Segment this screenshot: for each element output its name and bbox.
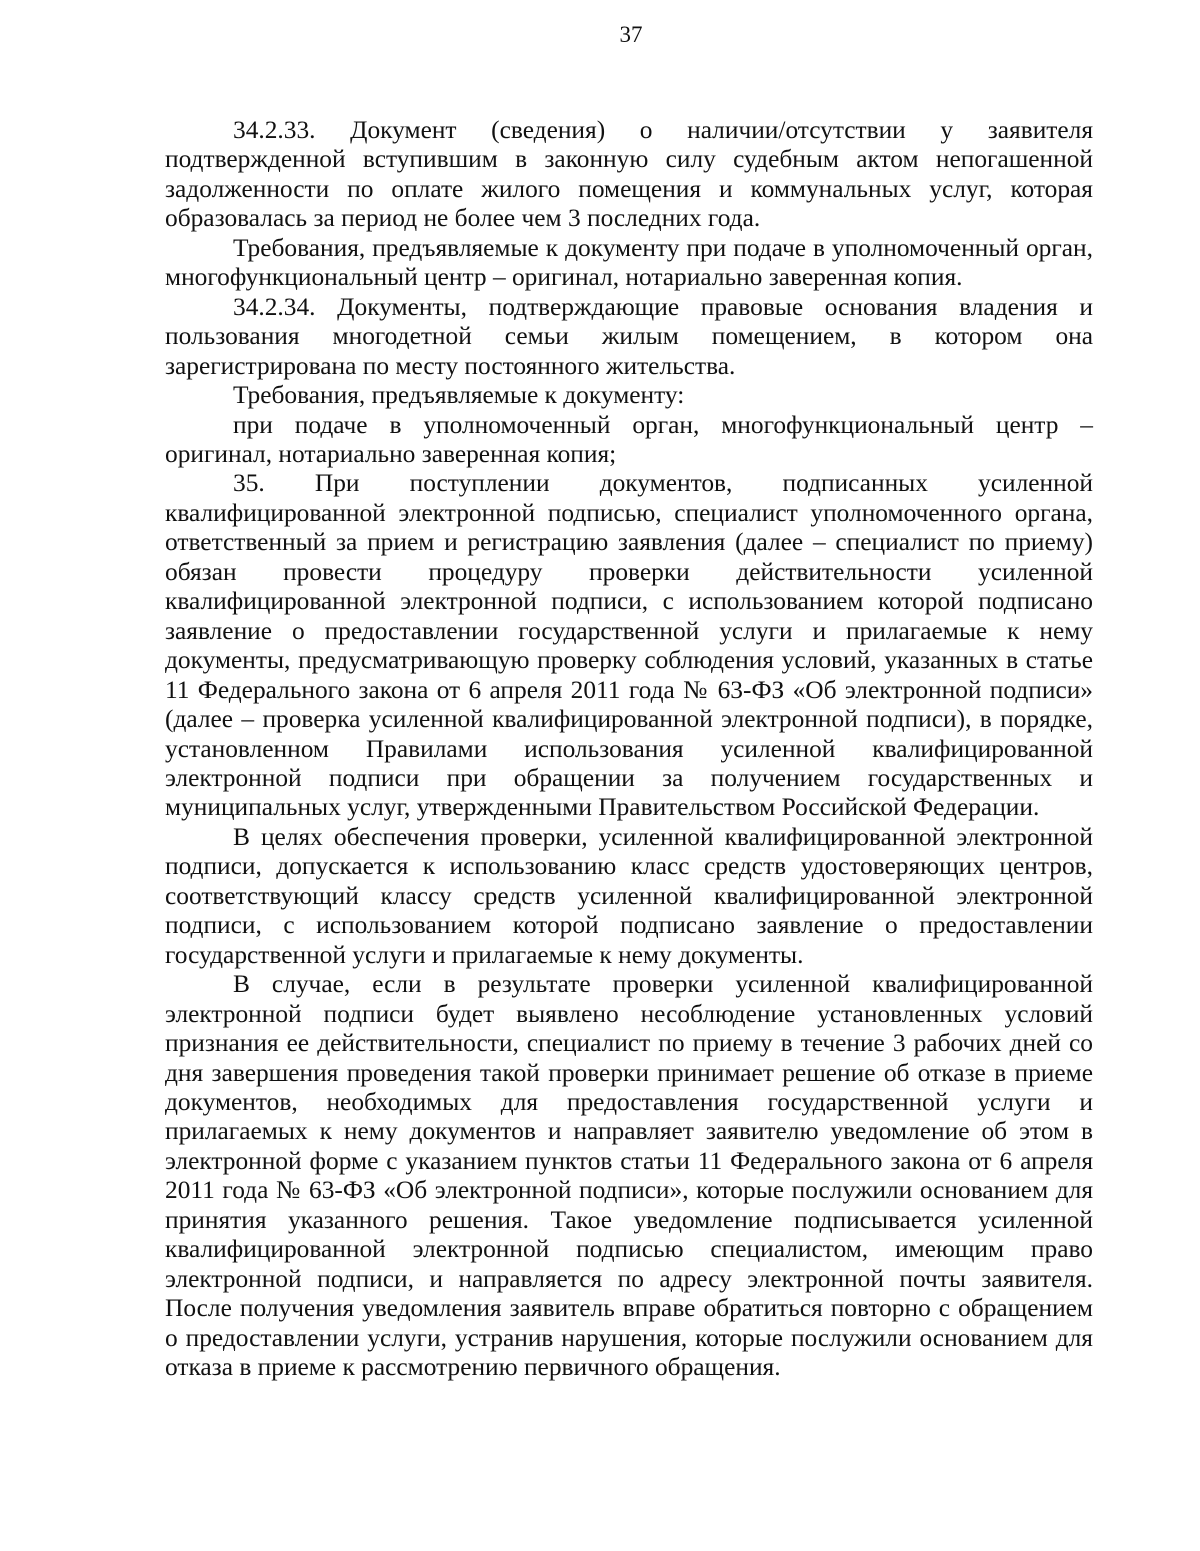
page-number: 37 bbox=[619, 22, 643, 47]
paragraph-34-2-33: 34.2.33. Документ (сведения) о наличии/отсутствии у заявителя подтвержденной вступившим в законную силу судебным актом непогашенной задолженности по оплате жилого помещения и коммунальных услуг, которая образовалась за период не более чем 3 последних года. bbox=[165, 116, 1093, 233]
paragraph-requirements-1: Требования, предъявляемые к документу при подаче в уполномоченный орган, многофункциональный центр – оригинал, нотариально заверенная копия. bbox=[165, 233, 1093, 292]
document-body bbox=[165, 116, 1093, 1382]
paragraph-requirements-2: Требования, предъявляемые к документу: bbox=[233, 381, 685, 410]
paragraph-submission-rule: при подаче в уполномоченный орган, многофункциональный центр – оригинал, нотариально заверенная копия; bbox=[165, 410, 1093, 468]
paragraph-35: 35. При поступлении документов, подписанных усиленной квалифицированной электронной подписью, специалист уполномоченного органа, ответственный за прием и регистрацию заявления (далее – специалист по приему) обязан провести процедуру проверки действительности усиленной квалифицированной электронной подписи, с использованием которой подписано заявление о предоставлении государственной услуги и прилагаемые к нему документы, предусматривающую проверку соблюдения условий, указанных в статье 11 Федерального закона от 6 апреля 2011 года № 63-ФЗ «Об электронной подписи» (далее – проверка усиленной квалифицированной электронной подписи), в порядке, установленном Правилами использования усиленной квалифицированной электронной подписи при обращении за получением государственных и муниципальных услуг, утвержденными Правительством Российской Федерации. bbox=[165, 469, 1093, 822]
paragraph-verification-failure: В случае, если в результате проверки усиленной квалифицированной электронной подписи будет выявлено несоблюдение установленных условий признания ее действительности, специалист по приему в течение 3 рабочих дней со дня завершения проведения такой проверки принимает решение об отказе в приеме документов, необходимых для предоставления государственной услуги и прилагаемых к нему документов и направляет заявителю уведомление об этом в электронной форме с указанием пунктов статьи 11 Федерального закона от 6 апреля 2011 года № 63-ФЗ «Об электронной подписи», которые послужили основанием для принятия указанного решения. Такое уведомление подписывается усиленной квалифицированной электронной подписью специалистом, имеющим право электронной подписи, и направляется по адресу электронной почты заявителя. После получения уведомления заявитель вправе обратиться повторно с обращением о предоставлении услуги, устранив нарушения, которые послужили основанием для отказа в приеме к рассмотрению первичного обращения. bbox=[165, 970, 1093, 1382]
paragraph-34-2-34: 34.2.34. Документы, подтверждающие правовые основания владения и пользования многодетной семьи жилым помещением, в котором она зарегистрирована по месту постоянного жительства. bbox=[165, 292, 1093, 380]
paragraph-verification-purpose: В целях обеспечения проверки, усиленной квалифицированной электронной подписи, допускается к использованию класс средств удостоверяющих центров, соответствующий классу средств усиленной квалифицированной электронной подписи, с использованием которой подписано заявление о предоставлении государственной услуги и прилагаемые к нему документы. bbox=[165, 822, 1093, 969]
